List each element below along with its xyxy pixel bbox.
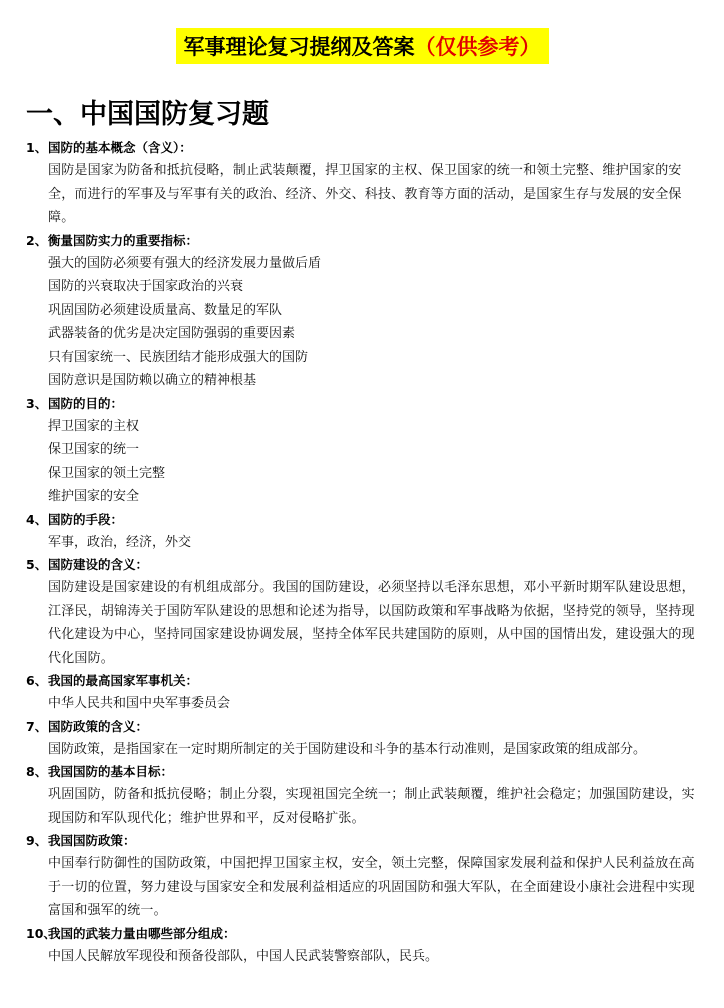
section-title: 国防的基本概念（含义）： (48, 140, 192, 155)
section-heading (26, 830, 698, 852)
section-number: 5、 (26, 557, 48, 572)
title-note: （仅供参考） (414, 35, 541, 59)
section-heading (26, 554, 698, 576)
section-number: 2、 (26, 232, 48, 248)
section-title: 我国国防的基本目标： (48, 764, 174, 779)
section-line: 武器装备的优劣是决定国防强弱的重要因素 (48, 326, 296, 341)
section-number: 10、 (26, 925, 56, 941)
section-body: 中国奉行防御性的国防政策，中国把捍卫国家主权，安全，领土完整，保障国家发展利益和保护人民利益放在高于一切的位置，努力建设与国家安全和发展利益相适应的巩固国防和强大军队，在全面建设小康社会进程中实现富国和强军的统一。 (48, 856, 695, 918)
document-title (0, 28, 724, 64)
section-heading (26, 393, 698, 415)
section-line: 捍卫国家的主权 (48, 418, 140, 434)
section-number: 4、 (26, 511, 48, 527)
section-number: 1、 (26, 140, 48, 155)
section-heading (26, 923, 698, 945)
section-line: 国防政策，是指国家在一定时期所制定的关于国防建设和斗争的基本行动准则，是国家政策的组成部分。 (48, 741, 647, 757)
section-heading (26, 761, 698, 783)
section-line: 军事，政治，经济，外交 (48, 534, 192, 550)
section-line: 强大的国防必须要有强大的经济发展力量做后盾 (48, 255, 322, 271)
section-title: 国防的手段： (48, 511, 124, 527)
section-line: 保卫国家的领土完整 (48, 465, 166, 481)
highlighted-title (176, 28, 549, 64)
section-number: 8、 (26, 764, 48, 779)
section-heading (26, 670, 698, 692)
section-title: 我国的武装力量由哪些部分组成： (48, 925, 236, 941)
title-main: 军事理论复习提纲及答案 (183, 35, 415, 59)
section-line: 国防意识是国防赖以确立的精神根基 (48, 373, 257, 388)
section-title: 国防政策的含义： (48, 718, 149, 734)
section-number: 7、 (26, 718, 48, 734)
section-line: 保卫国家的统一 (48, 442, 140, 457)
section-line: 维护国家的安全 (48, 489, 140, 504)
section-number: 9、 (26, 833, 48, 848)
section-title: 衡量国防实力的重要指标： (48, 232, 199, 248)
section-heading (26, 230, 698, 252)
section-title: 我国国防政策： (48, 833, 136, 848)
chapter-heading: 一、中国国防复习题 (26, 99, 269, 130)
section-title: 国防建设的含义： (48, 557, 149, 572)
section-number: 6、 (26, 673, 48, 688)
question-list (26, 137, 698, 968)
section-line: 巩固国防必须建设质量高、数量足的军队 (48, 302, 283, 318)
section-line: 中国人民解放军现役和预备役部队，中国人民武装警察部队，民兵。 (48, 948, 439, 964)
section-heading (26, 716, 698, 738)
section-body: 国防建设是国家建设的有机组成部分。我国的国防建设，必须坚持以毛泽东思想，邓小平新时期军队建设思想，江泽民，胡锦涛关于国防军队建设的思想和论述为指导，以国防政策和军事战略为依据，坚持党的领导，坚持现代化建设为中心，坚持同国家建设协调发展，坚持全体军民共建国防的原则，从中国的国情出发，建设强大的现代化国防。 (48, 580, 695, 666)
section-heading (26, 509, 698, 531)
section-number: 3、 (26, 395, 48, 411)
section-body: 国防是国家为防备和抵抗侵略，制止武装颠覆，捍卫国家的主权、保卫国家的统一和领土完整、维护国家的安全，而进行的军事及与军事有关的政治、经济、外交、科技、教育等方面的活动，是国家生存与发展的安全保障。 (48, 163, 682, 225)
section-title: 我国的最高国家军事机关： (48, 673, 199, 688)
section-body: 巩固国防，防备和抵抗侵略；制止分裂，实现祖国完全统一；制止武装颠覆，维护社会稳定；加强国防建设，实现国防和军队现代化；维护世界和平，反对侵略扩张。 (48, 787, 695, 826)
section-heading (26, 137, 698, 159)
section-line: 国防的兴衰取决于国家政治的兴衰 (48, 279, 244, 294)
section-title: 国防的目的： (48, 395, 124, 411)
section-line: 只有国家统一、民族团结才能形成强大的国防 (48, 349, 309, 365)
section-line: 中华人民共和国中央军事委员会 (48, 696, 231, 711)
